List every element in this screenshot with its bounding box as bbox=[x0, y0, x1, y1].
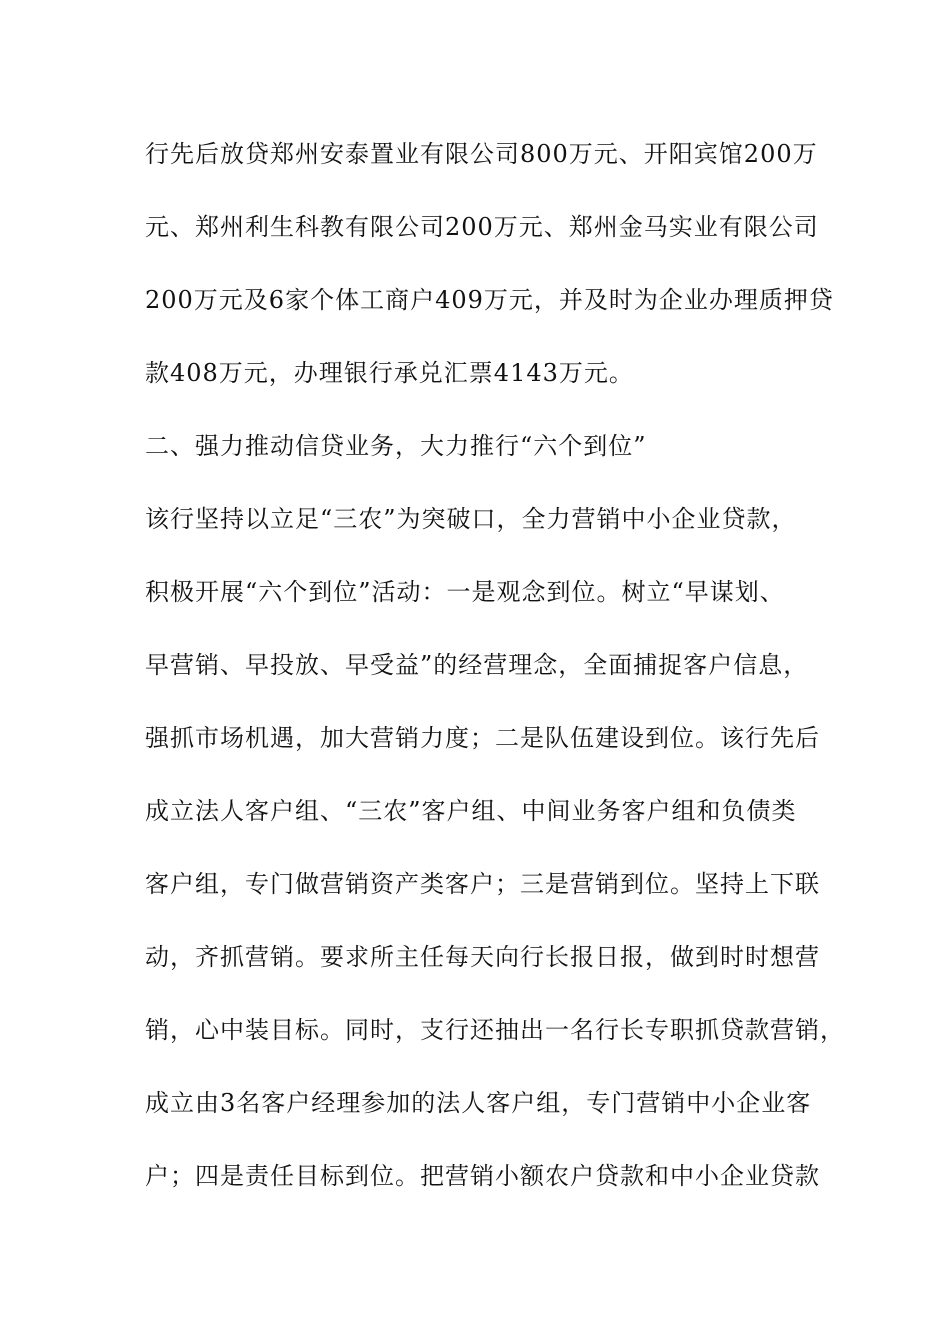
text-line: 元、郑州利生科教有限公司200万元、郑州金马实业有限公司 bbox=[145, 213, 819, 241]
text-line: 行先后放贷郑州安泰置业有限公司800万元、开阳宾馆200万 bbox=[145, 140, 818, 168]
text-line: 成立由3名客户经理参加的法人客户组，专门营销中小企业客 bbox=[145, 1089, 812, 1117]
text-line: 销，心中装目标。同时，支行还抽出一名行长专职抓贷款营销， bbox=[145, 1016, 845, 1044]
section-heading: 二、强力推动信贷业务，大力推行“六个到位” bbox=[145, 432, 647, 460]
text-line: 积极开展“六个到位”活动：一是观念到位。树立“早谋划、 bbox=[145, 578, 785, 606]
text-line: 成立法人客户组、“三农”客户组、中间业务客户组和负债类 bbox=[145, 797, 797, 825]
document-body bbox=[145, 130, 845, 1225]
text-line: 客户组，专门做营销资产类客户；三是营销到位。坚持上下联 bbox=[145, 870, 820, 898]
text-line: 动，齐抓营销。要求所主任每天向行长报日报，做到时时想营 bbox=[145, 943, 820, 971]
text-line: 该行坚持以立足“三农”为突破口，全力营销中小企业贷款， bbox=[145, 505, 797, 533]
text-line: 户；四是责任目标到位。把营销小额农户贷款和中小企业贷款 bbox=[145, 1162, 820, 1190]
text-line: 早营销、早投放、早受益”的经营理念，全面捕捉客户信息， bbox=[145, 651, 809, 679]
text-line: 强抓市场机遇，加大营销力度；二是队伍建设到位。该行先后 bbox=[145, 724, 820, 752]
text-line: 200万元及6家个体工商户409万元，并及时为企业办理质押贷 bbox=[145, 286, 834, 314]
text-line: 款408万元，办理银行承兑汇票4143万元。 bbox=[145, 359, 634, 387]
